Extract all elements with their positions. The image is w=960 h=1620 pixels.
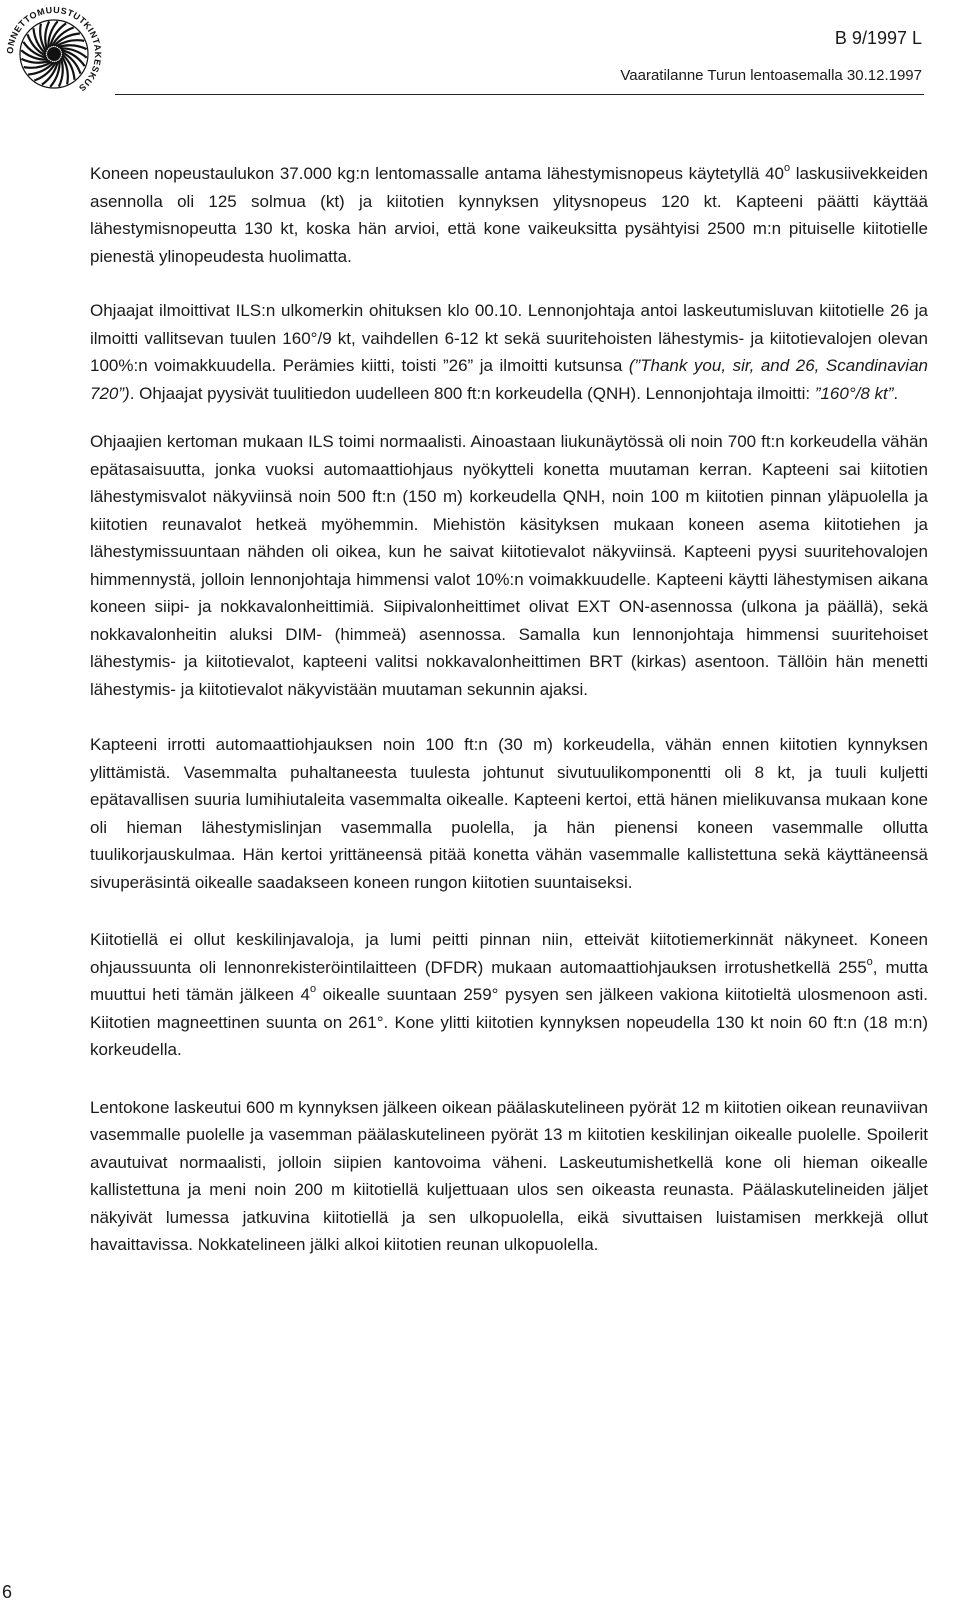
paragraph-6: Lentokone laskeutui 600 m kynnyksen jälkeen oikean päälaskutelineen pyörät 12 m kiitotien oikean reunaviivan vasemmalle puolelle ja vasemman päälaskutelineen pyörät 13 m kiitotien keskilinjan oikealle puolelle. Spoilerit avautuivat normaalisti, jolloin siipien kantovoima väheni. Laskeutumishetkellä kone oli hieman oikealle kallistettuna ja meni noin 200 m kiitotiellä kuljettuaan ulos sen oikeasta reunasta. Päälaskutelineiden jäljet näkyivät lumessa jatkuvina kiitotiellä ja sen ulkopuolella, eikä sivuttaisen luistamisen merkkejä ollut havaittavissa. Nokkatelineen jälki alkoi kiitotien reunan ulkopuolella.: [90, 1097, 928, 1254]
paragraph-1: Koneen nopeustaulukon 37.000 kg:n lentomassalle antama lähestymisnopeus käytetyllä 40$^o$ laskusiivekkeiden asennolla oli 125 solmua (kt) ja kiitotien kynnyksen ylitysnopeus 120 kt. Kapteeni päätti käyttää lähestymisnopeutta 130 kt, koska hän arvioi, että kone vaikeuksitta pysähtyisi 2500 m:n pituiselle kiitotielle pienestä ylinopeudesta huolimatta.: [90, 162, 928, 266]
report-title: Vaaratilanne Turun lentoasemalla 30.12.1997: [620, 67, 922, 84]
paragraph-2: Ohjaajat ilmoittivat ILS:n ulkomerkin ohituksen klo 00.10. Lennonjohtaja antoi laskeutumisluvan kiitotielle 26 ja ilmoitti vallitsevan tuulen 160°/9 kt, vaihdellen 6-12 kt sekä suuritehoisten lähestymis- ja kiitotievalojen olevan 100%:n voimakkuudella. Perämies kiitti, toisti ”26” ja ilmoitti kutsunsa (”Thank you, sir, and 26, Scandinavian 720”). Ohjaajat pyysivät tuulitiedon uudelleen 800 ft:n korkeudella (QNH). Lennonjohtaja ilmoitti: ”160°/8 kt”.: [90, 301, 928, 403]
accident-investigation-board-logo: [2, 2, 106, 106]
paragraph-5: Kiitotiellä ei ollut keskilinjavaloja, ja lumi peitti pinnan niin, etteivät kiitotiemerkinnät näkyneet. Koneen ohjaussuunta oli lennonrekisteröintilaitteen (DFDR) mukaan automaattiohjauksen irrotushetkellä 255$^o$, mutta muuttui heti tämän jälkeen 4$^o$ oikealle suuntaan 259° pysyen sen jälkeen vakiona kiitotieltä ulosmenoon asti. Kiitotien magneettinen suunta on 261°. Kone ylitti kiitotien kynnyksen nopeudella 130 kt noin 60 ft:n (18 m:n) korkeudella.: [90, 930, 929, 1059]
logo-text: ONNETTOMUUSTUTKINTAKESKUS: [4, 4, 104, 94]
page-number: 6: [2, 1582, 13, 1602]
paragraph-4: Kapteeni irrotti automaattiohjauksen noin 100 ft:n (30 m) korkeudella, vähän ennen kiitotien kynnyksen ylittämistä. Vasemmalta puhaltaneesta tuulesta johtunut sivutuulikomponentti oli 8 kt, ja tuuli kuljetti epätavallisen suuria lumihiutaleita vasemmalta oikealle. Kapteeni kertoi, että hänen mielikuvansa mukaan kone oli hieman lähestymislinjan vasemmalla puolella, ja hän pienensi koneen vasemmalle ollutta tuulikorjauskulmaa. Hän kertoi yrittäneensä pitää konetta vähän vasemmalle kallistettuna sekä käyttäneensä sivuperäsintä oikealle saadakseen koneen rungon kiitotien suuntaiseksi.: [90, 735, 928, 892]
paragraph-3: Ohjaajien kertoman mukaan ILS toimi normaalisti. Ainoastaan liukunäytössä oli noin 700 ft:n korkeudella vähän epätasaisuutta, jonka vuoksi automaattiohjaus nyökytteli konetta muutaman kerran. Kapteeni sai kiitotien lähestymisvalot näkyviinsä noin 500 ft:n (150 m) korkeudella QNH, noin 100 m kiitotien pinnan yläpuolella ja kiitotien reunavalot hetkeä myöhemmin. Miehistön käsityksen mukaan koneen asema kiitotiehen ja lähestymissuuntaan nähden oli oikea, kun he saivat kiitotievalot näkyviinsä. Kapteeni pyysi suuritehovalojen himmennystä, jolloin lennonjohtaja himmensi valot 10%:n voimakkuudelle. Kapteeni käytti lähestymisen aikana koneen siipi- ja nokkavalonheittimiä. Siipivalonheittimet olivat EXT ON-asennossa (ulkona ja päällä), sekä nokkavalonheitin aluksi DIM- (himmeä) asennossa. Samalla kun lennonjohtaja himmensi suuritehoiset lähestymis- ja kiitotievalot, kapteeni valitsi nokkavalonheittimen BRT (kirkas) asentoon. Tällöin hän menetti lähestymis- ja kiitotievalot näkyvistään muutaman sekunnin ajaksi.: [90, 432, 928, 699]
header-divider: [115, 94, 924, 95]
document-body: [90, 160, 928, 1286]
report-code: B 9/1997 L: [834, 28, 922, 48]
